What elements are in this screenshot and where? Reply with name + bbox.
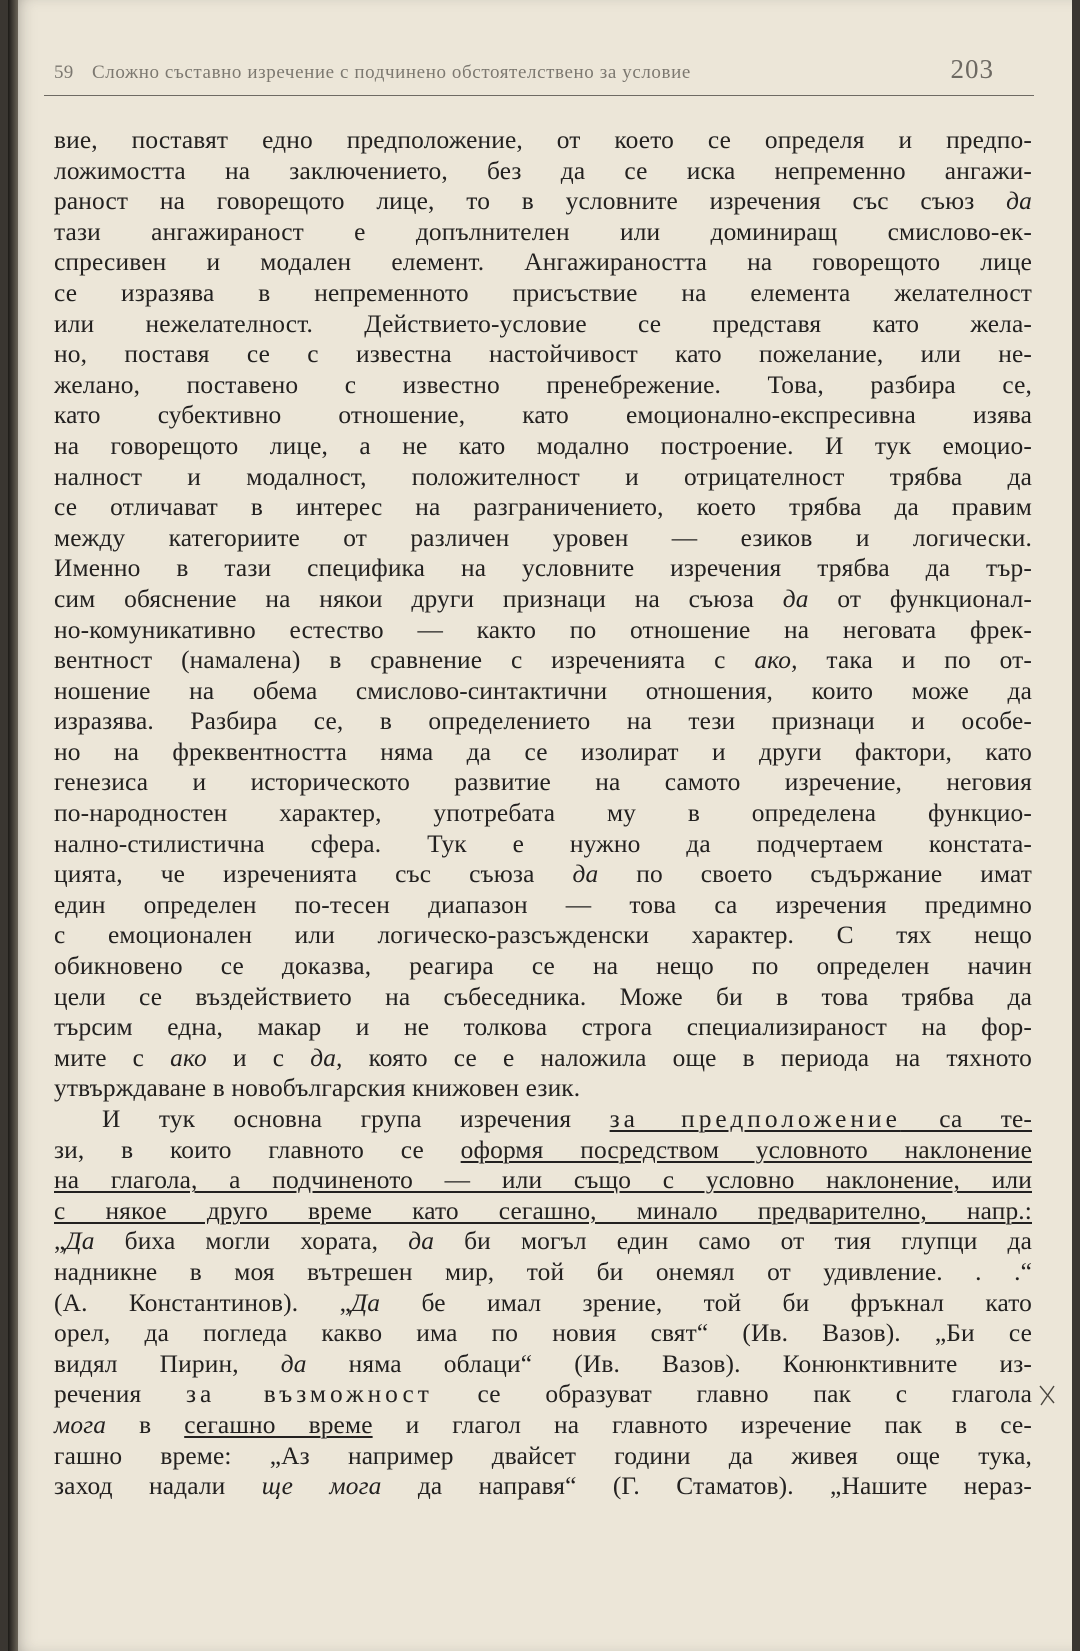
text-segment: нално-стилистична сфера. Тук е нужно да подчертаем констата- [54, 829, 1032, 858]
text-segment: „ [54, 1227, 66, 1256]
text-line [54, 951, 1032, 982]
text-segment: мога [54, 1410, 107, 1439]
text-segment: ношение на обема смислово-синтактични отношения, които може да [54, 676, 1032, 705]
text-segment: по-народностен характер, употребата му в определена функцио- [54, 799, 1032, 828]
text-segment: да направя“ (Г. Стаматов). „Нашите нераз- [381, 1472, 1032, 1501]
text-segment: която се е наложила още в периода на тяхното [342, 1043, 1032, 1072]
text-line [54, 125, 1032, 156]
text-segment: Именно в тази специфика на условните изречения трябва да тър- [54, 554, 1032, 583]
text-line [54, 767, 1032, 798]
text-segment: заход надали [54, 1472, 262, 1501]
text-segment: цията, че изреченията със съюза [54, 860, 573, 889]
text-segment: Да [65, 1227, 95, 1256]
text-segment: (А. Константинов). „ [54, 1288, 351, 1317]
text-segment: ще мога [261, 1472, 382, 1501]
text-line [54, 706, 1032, 737]
text-line [54, 1410, 1032, 1441]
text-line [54, 400, 1032, 431]
text-segment: раност на говорещото лице, то в условните изречения със съюз [54, 187, 1007, 216]
text-line [54, 247, 1032, 278]
text-line [54, 1104, 1032, 1135]
section-number: 59 [54, 62, 74, 83]
text-segment: в [106, 1410, 185, 1439]
text-segment: сегашно време [184, 1410, 373, 1439]
text-line [54, 278, 1032, 309]
text-segment: но на фреквентността няма да се изолират и други фактори, като [54, 737, 1032, 766]
text-segment: като субективно отношение, като емоционално-експресивна изява [54, 401, 1032, 430]
text-segment: изразява. Разбира се, в определението на тези признаци и особе- [54, 707, 1032, 736]
text-segment: няма облаци“ (Ив. Вазов). Конюнктивните из- [306, 1349, 1032, 1378]
margin-ink-mark [1036, 1383, 1060, 1409]
text-segment: видял Пирин, [54, 1349, 281, 1378]
text-line [54, 859, 1032, 890]
text-segment: един определен по-тесен диапазон — това са изречения предимно [54, 890, 1032, 919]
text-segment: ако [170, 1043, 207, 1072]
text-line [54, 1379, 1032, 1410]
text-segment: но, поставя се с известна настойчивост като пожелание, или не- [54, 340, 1032, 369]
text-line [54, 1257, 1032, 1288]
text-line [54, 737, 1032, 768]
text-line [54, 1012, 1032, 1043]
text-segment: на глагола, а подчиненото — или също с условно наклонение, или [54, 1166, 1032, 1195]
running-header [54, 54, 1034, 92]
text-line [54, 492, 1032, 523]
text-line [54, 156, 1032, 187]
text-segment: или нежелателност. Действието-условие се представя като жела- [54, 309, 1032, 338]
text-segment: да [280, 1349, 307, 1378]
text-segment: Да [351, 1288, 381, 1317]
text-segment: между категориите от различен уровен — езиков и логически. [54, 523, 1032, 552]
text-segment: се отличават в интерес на разграничението, което трябва да правим [54, 493, 1032, 522]
text-segment: мите с [54, 1043, 171, 1072]
text-line [54, 584, 1032, 615]
text-line [54, 1441, 1032, 1472]
text-line [54, 523, 1032, 554]
text-segment: и с [206, 1043, 311, 1072]
text-segment: биха могли хората, [94, 1227, 409, 1256]
text-line [54, 890, 1032, 921]
text-line [54, 431, 1032, 462]
text-segment: ако, [754, 646, 798, 675]
text-line [54, 1165, 1032, 1196]
text-segment: от функционал- [808, 584, 1032, 613]
header-rule [44, 95, 1034, 96]
text-line [54, 370, 1032, 401]
text-segment: ложимостта на заключението, без да се иска непременно ангажи- [54, 156, 1032, 185]
text-segment: с някое друго време като сегашно, минало предварително, напр.: [54, 1196, 1032, 1225]
body-text [54, 125, 1032, 1502]
text-segment: с емоционален или логическо-разсъжденски характер. С тях нещо [54, 921, 1032, 950]
text-line [54, 645, 1032, 676]
text-segment: И тук основна група изречения [102, 1105, 610, 1133]
text-segment: тази ангажираност е допълнителен или доминиращ смислово-ек- [54, 217, 1032, 246]
text-line [54, 553, 1032, 584]
text-segment: гашно време: „Аз например двайсет години да живея още тука, [54, 1441, 1032, 1470]
text-line [54, 1196, 1032, 1227]
text-line [54, 676, 1032, 707]
text-segment: за предположение [609, 1105, 901, 1133]
text-segment: са те- [900, 1105, 1033, 1133]
text-segment: обикновено се доказва, реагира се на нещо по определен начин [54, 952, 1032, 981]
text-segment: да [572, 860, 599, 889]
text-line [54, 309, 1032, 340]
text-segment: по своето съдържание имат [598, 860, 1033, 889]
text-segment: зи, в които главното се [54, 1135, 461, 1164]
text-line [54, 1471, 1032, 1502]
text-segment: търсим една, макар и не толкова строга специализираност на фор- [54, 1013, 1032, 1042]
text-line [54, 982, 1032, 1013]
text-segment: утвърждаване в новобългарския книжовен език. [54, 1074, 581, 1103]
text-segment: би могъл един само от тия глупци да [434, 1227, 1032, 1256]
book-spine-shadow [8, 0, 18, 1651]
text-segment: да [782, 584, 809, 613]
text-segment: бе имал зрение, той би фръкнал като [380, 1288, 1032, 1317]
text-line [54, 217, 1032, 248]
text-line [54, 339, 1032, 370]
text-line [54, 615, 1032, 646]
text-line [54, 1349, 1032, 1380]
book-page [8, 0, 1072, 1651]
text-segment: и глагол на главното изречение пак в се- [372, 1410, 1032, 1439]
text-segment: цели се въздействието на събеседника. Може би в това трябва да [54, 982, 1032, 1011]
text-line [54, 1318, 1032, 1349]
text-segment: да, [310, 1043, 343, 1072]
page-number: 203 [950, 54, 994, 84]
text-line [54, 1288, 1032, 1319]
running-title: Сложно съставно изречение с подчинено обстоятелствено за условие [92, 62, 691, 83]
text-line [54, 920, 1032, 951]
text-line [54, 1226, 1032, 1257]
text-segment: за възможност [185, 1380, 433, 1409]
text-segment: оформя посредством условното наклонение [460, 1135, 1032, 1164]
text-segment: желано, поставено с известно пренебрежение. Това, разбира се, [54, 370, 1032, 399]
text-segment: се изразява в непременното присъствие на елемента желателност [54, 278, 1032, 307]
text-segment: вие, поставят едно предположение, от което се определя и предпо- [54, 126, 1032, 154]
text-segment: на говорещото лице, а не като модално построение. И тук емоцио- [54, 431, 1032, 460]
text-segment: но-комуникативно естество — както по отношение на неговата фрек- [54, 615, 1032, 644]
text-segment: така и по от- [797, 646, 1033, 675]
text-line [54, 462, 1032, 493]
text-segment: налност и модалност, положителност и отрицателност трябва да [54, 462, 1032, 491]
text-segment: спресивен и модален елемент. Ангажираността на говорещото лице [54, 248, 1032, 277]
text-segment: да [408, 1227, 435, 1256]
text-segment: сим обяснение на някои други признаци на съюза [54, 584, 783, 613]
text-segment: се образуват главно пак с глагола [432, 1380, 1032, 1409]
text-segment: речения [54, 1380, 186, 1409]
text-line [54, 798, 1032, 829]
text-segment: да [1006, 187, 1032, 216]
text-line [54, 1073, 1032, 1104]
text-segment: орел, да погледа какво има по новия свят“ (Ив. Вазов). „Би се [54, 1319, 1032, 1348]
text-line [54, 1135, 1032, 1166]
text-line [54, 1043, 1032, 1074]
text-segment: генезиса и историческото развитие на самото изречение, неговия [54, 768, 1032, 797]
text-line [54, 829, 1032, 860]
text-segment: надникне в моя вътрешен мир, той би онемял от удивление. . .“ [54, 1257, 1032, 1286]
text-segment: вентност (намалена) в сравнение с изреченията с [54, 646, 755, 675]
text-line [54, 186, 1032, 217]
